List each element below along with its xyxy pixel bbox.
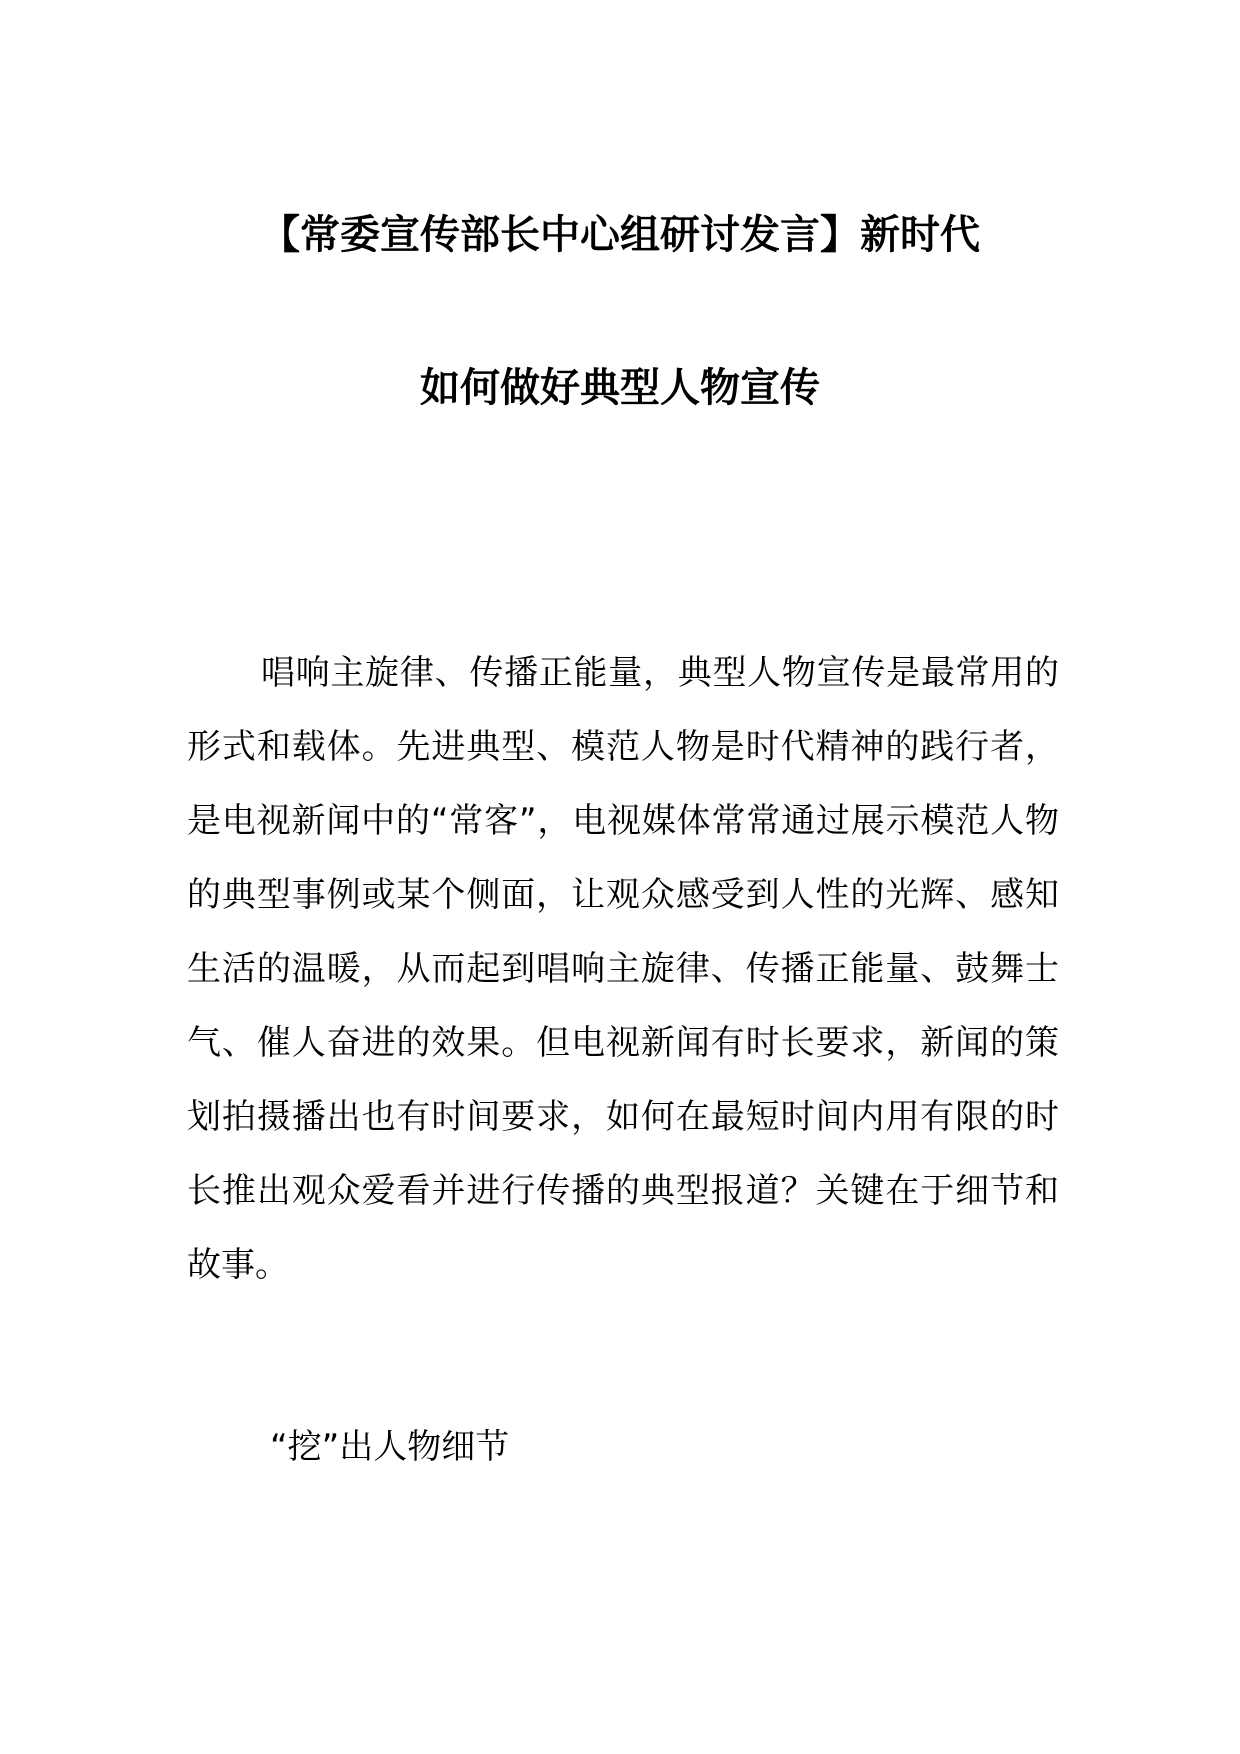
document-title-line-1: 【常委宣传部长中心组研讨发言】新时代 xyxy=(260,212,980,258)
body-paragraph: 唱响主旋律、传播正能量，典型人物宣传是最常用的形式和载体。先进典型、模范人物是时代精神的践行者，是电视新闻中的“常客”，电视媒体常常通过展示模范人物的典型事例或某个侧面，让观众感受到人性的光辉、感知生活的温暖，从而起到唱响主旋律、传播正能量、鼓舞士气、催人奋进的效果。但电视新闻有时长要求，新闻的策划拍摄播出也有时间要求，如何在最短时间内用有限的时长推出观众爱看并进行传播的典型报道？关键在于细节和故事。 xyxy=(187,653,1059,1285)
document-title-line-2: 如何做好典型人物宣传 xyxy=(420,365,820,411)
section-subheading: “挖”出人物细节 xyxy=(270,1427,510,1467)
